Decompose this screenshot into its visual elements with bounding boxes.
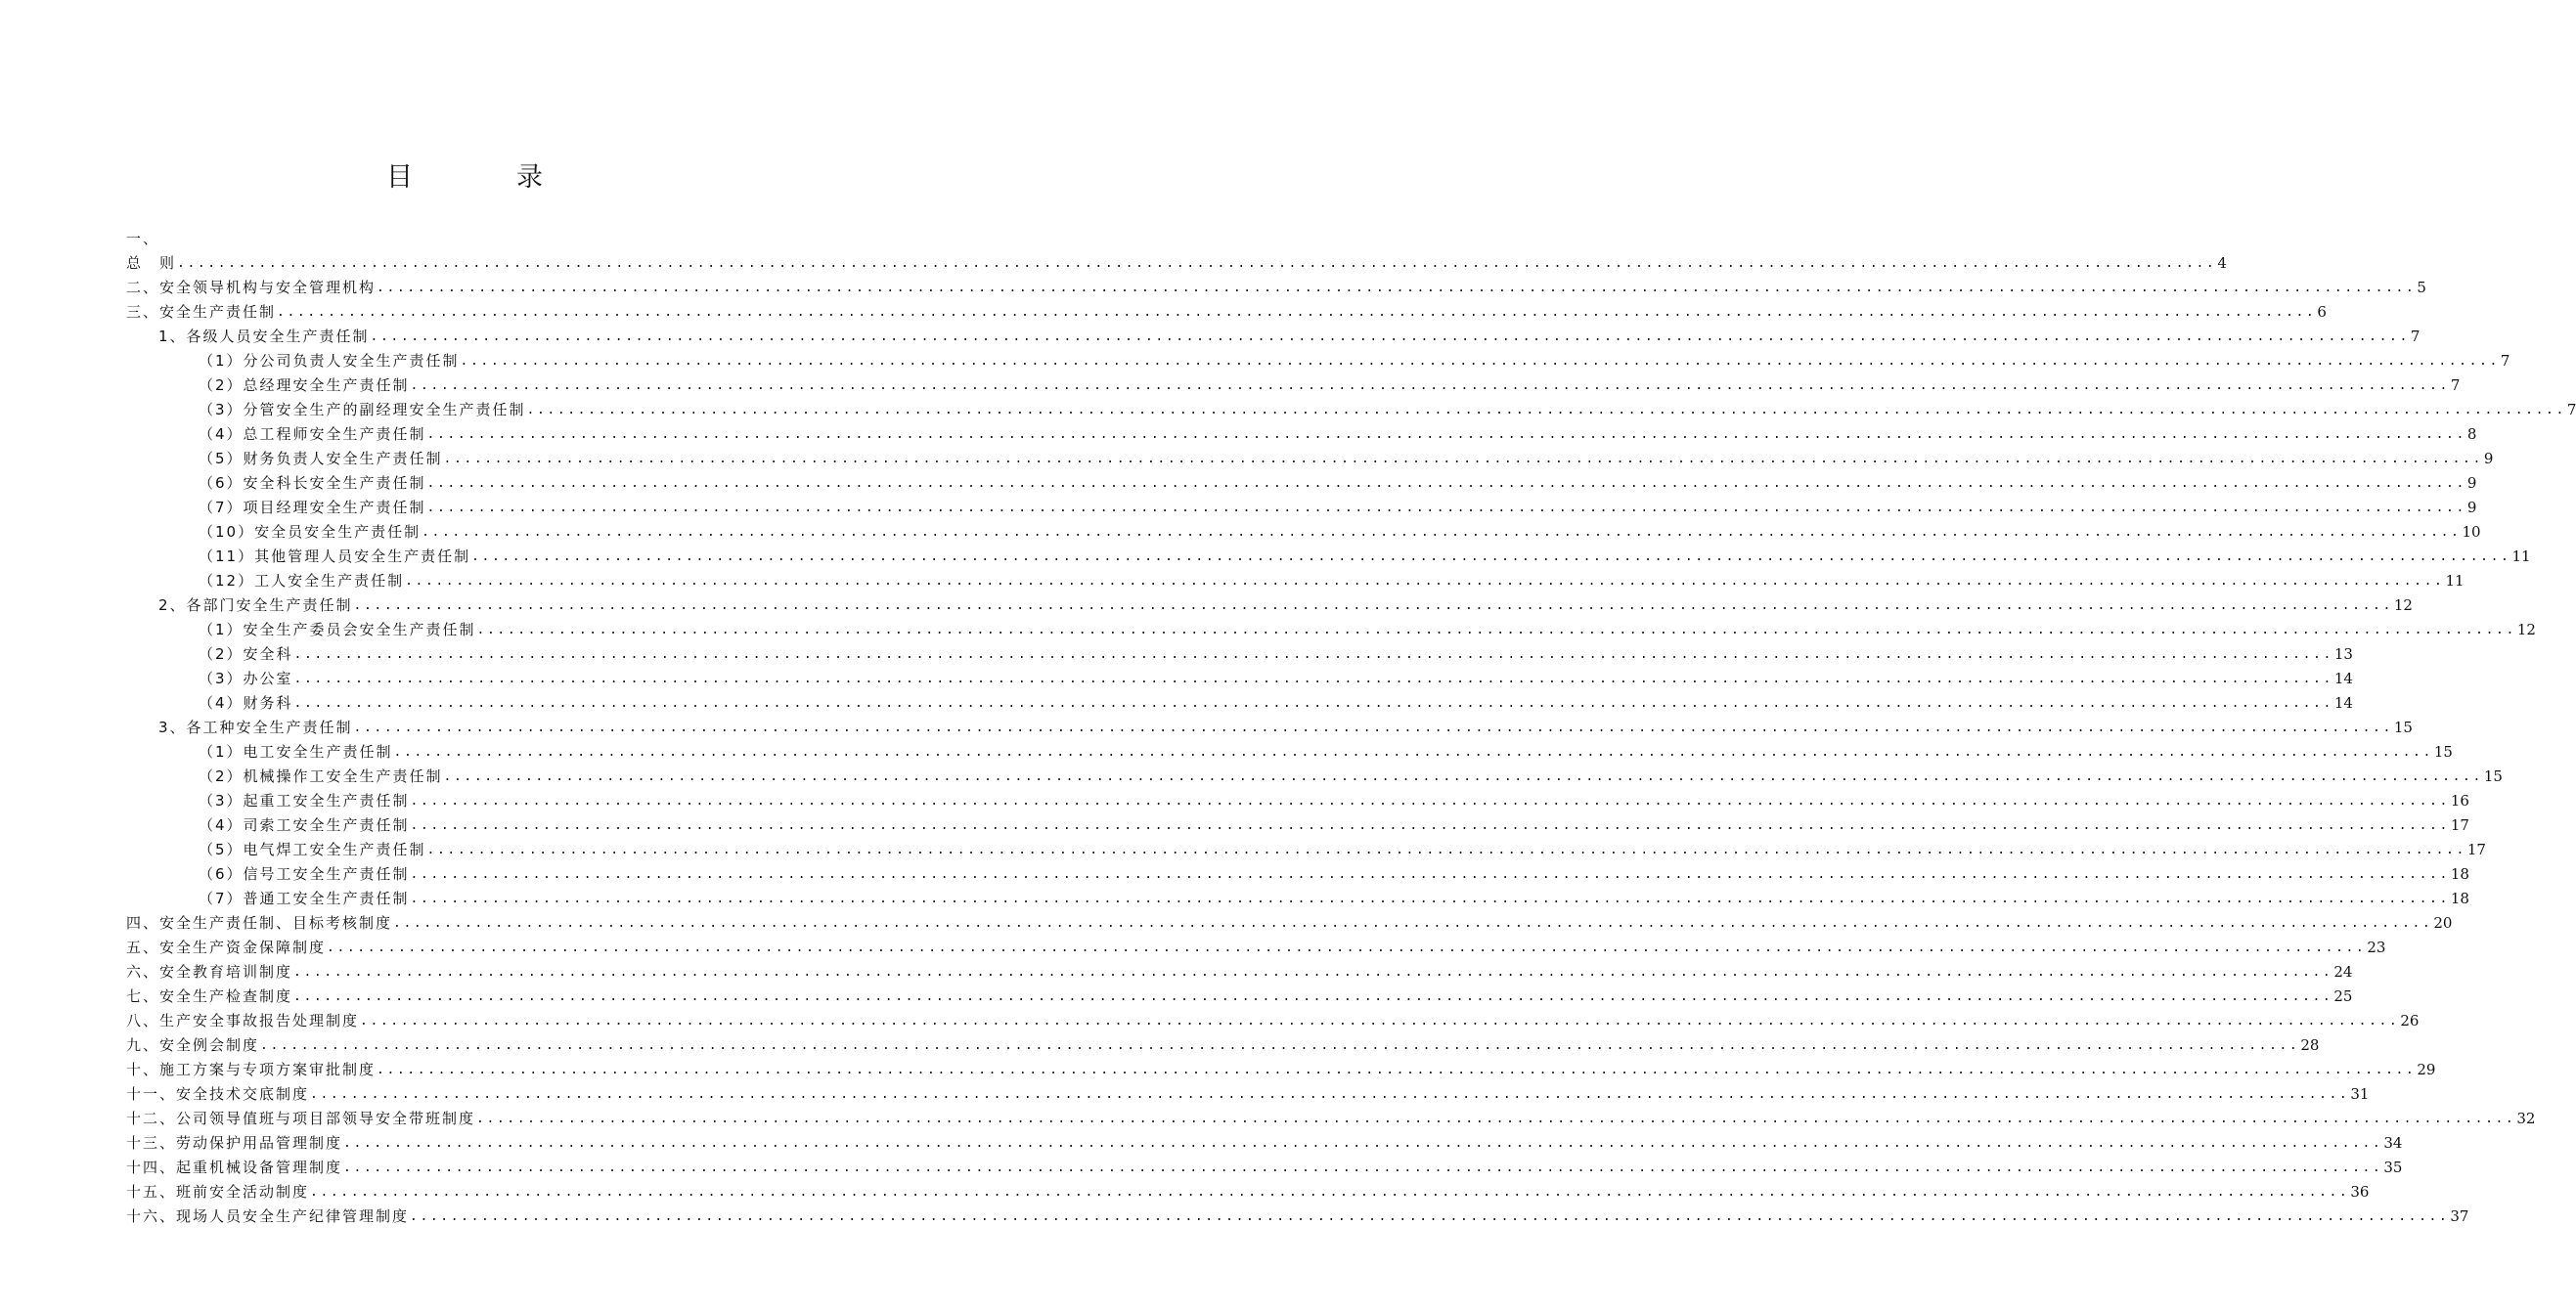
toc-dot-leader: ........................................................................................................................................................................................................: [310, 1087, 2350, 1102]
toc-entry[interactable]: [126, 398, 2576, 422]
toc-page-number: 28: [2300, 1036, 2320, 1054]
toc-entry[interactable]: [126, 985, 2353, 1009]
toc-entry-label: （3）分管安全生产的副经理安全生产责任制: [199, 401, 526, 418]
toc-page-number: 15: [2433, 743, 2453, 761]
toc-dot-leader: ........................................................................................................................................................................................................: [260, 1038, 2300, 1053]
toc-entry-label: 总 则: [126, 254, 177, 272]
toc-dot-leader: ........................................................................................................................................................................................................: [476, 1112, 2516, 1126]
toc-entry-label: 十三、劳动保护用品管理制度: [126, 1134, 343, 1152]
toc-entry[interactable]: [126, 1009, 2420, 1033]
toc-entry[interactable]: [126, 862, 2469, 887]
toc-entry[interactable]: [126, 276, 2426, 300]
toc-entry[interactable]: [126, 373, 2461, 398]
toc-page-number: 23: [2367, 939, 2386, 956]
toc-entry[interactable]: [126, 496, 2477, 520]
toc-dot-leader: ........................................................................................................................................................................................................: [393, 916, 2433, 931]
toc-entry[interactable]: [126, 911, 2453, 936]
toc-page-number: 7: [2500, 352, 2510, 370]
toc-entry-label: （2）安全科: [199, 645, 293, 663]
toc-prefix: 一、: [126, 230, 160, 247]
toc-entry-label: 1、各级人员安全生产责任制: [158, 328, 370, 345]
toc-entry[interactable]: [126, 447, 2494, 471]
toc-entry[interactable]: [126, 349, 2510, 373]
toc-dot-leader: ........................................................................................................................................................................................................: [343, 1161, 2383, 1175]
toc-dot-leader: ........................................................................................................................................................................................................: [343, 1136, 2383, 1151]
toc-entry-label: （4）总工程师安全生产责任制: [199, 425, 426, 443]
toc-page-number: 17: [2466, 841, 2486, 858]
toc-entry[interactable]: [126, 887, 2469, 911]
toc-dot-leader: ........................................................................................................................................................................................................: [410, 892, 2450, 906]
toc-dot-leader: ........................................................................................................................................................................................................: [277, 305, 2317, 320]
toc-entry[interactable]: [126, 1131, 2403, 1156]
page-title: [0, 160, 929, 196]
toc-page-number: 15: [2393, 719, 2413, 736]
toc-entry-label: （11）其他管理人员安全生产责任制: [199, 548, 471, 565]
toc-entry-label: 十二、公司领导值班与项目部领导安全带班制度: [126, 1110, 476, 1127]
toc-entry-label: 十四、起重机械设备管理制度: [126, 1159, 343, 1176]
toc-entry[interactable]: [126, 1156, 2403, 1180]
toc-page-number: 4: [2217, 254, 2227, 272]
toc-page-number: 6: [2317, 303, 2327, 321]
toc-entry-label: 十五、班前安全活动制度: [126, 1183, 310, 1201]
toc-dot-leader: ........................................................................................................................................................................................................: [353, 721, 2393, 735]
toc-page-number: 37: [2450, 1207, 2469, 1225]
title-char-left: 目: [386, 162, 413, 193]
toc-page-number: 9: [2466, 499, 2477, 516]
toc-page-number: 7: [2450, 376, 2461, 394]
toc-entry-label: （5）电气焊工安全生产责任制: [199, 841, 426, 858]
toc-entry-label: （4）财务科: [199, 694, 293, 712]
toc-page-number: 20: [2433, 914, 2453, 932]
toc-dot-leader: ........................................................................................................................................................................................................: [410, 794, 2450, 809]
toc-page-number: 14: [2333, 670, 2353, 687]
toc-entry[interactable]: [126, 789, 2469, 813]
toc-dot-leader: ........................................................................................................................................................................................................: [471, 549, 2511, 564]
toc-page-number: 8: [2466, 425, 2477, 443]
toc-page-number: 26: [2400, 1012, 2420, 1029]
toc-entry-label: 九、安全例会制度: [126, 1036, 260, 1054]
toc-page-number: 7: [2410, 328, 2421, 345]
toc-dot-leader: ........................................................................................................................................................................................................: [426, 427, 2466, 442]
toc-entry-label: 三、安全生产责任制: [126, 303, 277, 321]
toc-entry-label: （3）起重工安全生产责任制: [199, 792, 410, 810]
toc-entry-label: 十一、安全技术交底制度: [126, 1085, 310, 1103]
toc-dot-leader: ........................................................................................................................................................................................................: [422, 525, 2462, 540]
toc-entry[interactable]: [126, 422, 2477, 447]
toc-dot-leader: ........................................................................................................................................................................................................: [526, 403, 2566, 417]
toc-entry[interactable]: [126, 1082, 2370, 1107]
toc-entry[interactable]: [126, 545, 2531, 569]
toc-entry[interactable]: [126, 569, 2465, 593]
toc-page-number: 10: [2462, 523, 2481, 541]
toc-page-number: 15: [2483, 767, 2503, 785]
toc-dot-leader: ........................................................................................................................................................................................................: [177, 256, 2217, 271]
toc-page-number: 13: [2333, 645, 2353, 663]
toc-entry[interactable]: [126, 618, 2536, 642]
toc-entry[interactable]: [126, 960, 2353, 985]
toc-entry-label: （6）信号工安全生产责任制: [199, 865, 410, 883]
toc-dot-leader: ........................................................................................................................................................................................................: [443, 769, 2483, 784]
toc-entry[interactable]: [126, 936, 2386, 960]
toc-entry-label: 八、生产安全事故报告处理制度: [126, 1012, 360, 1029]
toc-dot-leader: ........................................................................................................................................................................................................: [443, 452, 2483, 466]
toc-dot-leader: ........................................................................................................................................................................................................: [293, 647, 2333, 662]
toc-page-number: 14: [2333, 694, 2353, 712]
toc-dot-leader: ........................................................................................................................................................................................................: [353, 598, 2393, 613]
toc-entry[interactable]: [126, 765, 2503, 789]
toc-entry-label: （7）项目经理安全生产责任制: [199, 499, 426, 516]
toc-dot-leader: ........................................................................................................................................................................................................: [426, 501, 2466, 515]
table-of-contents: [126, 227, 2576, 1229]
toc-dot-leader: ........................................................................................................................................................................................................: [460, 354, 2500, 369]
toc-page-number: 12: [2393, 596, 2413, 614]
toc-page-number: 25: [2333, 987, 2353, 1005]
toc-dot-leader: ........................................................................................................................................................................................................: [293, 989, 2333, 1004]
toc-entry-label: （1）安全生产委员会安全生产责任制: [199, 621, 476, 638]
toc-dot-leader: ........................................................................................................................................................................................................: [426, 476, 2466, 491]
toc-entry-label: （1）电工安全生产责任制: [199, 743, 393, 761]
toc-page-number: 31: [2350, 1085, 2370, 1103]
toc-dot-leader: ........................................................................................................................................................................................................: [410, 818, 2450, 833]
toc-entry-label: （4）司索工安全生产责任制: [199, 816, 410, 834]
toc-entry-label: 2、各部门安全生产责任制: [158, 596, 353, 614]
toc-entry[interactable]: [126, 471, 2477, 496]
toc-entry[interactable]: [126, 520, 2481, 545]
toc-entry[interactable]: [126, 251, 2227, 276]
toc-entry-label: （10）安全员安全生产责任制: [199, 523, 422, 541]
toc-page-number: 5: [2417, 279, 2426, 296]
toc-page-number: 35: [2383, 1159, 2403, 1176]
toc-entry[interactable]: [126, 1107, 2536, 1131]
toc-dot-leader: ........................................................................................................................................................................................................: [426, 843, 2466, 857]
toc-entry[interactable]: [126, 740, 2453, 765]
toc-dot-leader: ........................................................................................................................................................................................................: [327, 941, 2367, 955]
toc-entry-label: 六、安全教育培训制度: [126, 963, 293, 981]
toc-entry[interactable]: [126, 813, 2469, 838]
toc-entry[interactable]: [126, 593, 2413, 618]
toc-dot-leader: ........................................................................................................................................................................................................: [310, 1185, 2350, 1200]
toc-entry[interactable]: [126, 325, 2421, 349]
toc-entry[interactable]: [126, 1204, 2469, 1229]
toc-entry-label: 二、安全领导机构与安全管理机构: [126, 279, 377, 296]
toc-page-number: 17: [2450, 816, 2469, 834]
toc-entry[interactable]: [126, 1033, 2320, 1058]
toc-dot-leader: ........................................................................................................................................................................................................: [410, 378, 2450, 393]
toc-page-number: 11: [2511, 548, 2531, 565]
toc-entry-label: （1）分公司负责人安全生产责任制: [199, 352, 460, 370]
toc-dot-leader: ........................................................................................................................................................................................................: [377, 1063, 2417, 1077]
toc-entry[interactable]: [126, 691, 2353, 716]
toc-page-number: 12: [2516, 621, 2536, 638]
toc-page-number: 32: [2516, 1110, 2536, 1127]
toc-entry-label: 四、安全生产责任制、目标考核制度: [126, 914, 393, 932]
toc-entry-label: 3、各工种安全生产责任制: [158, 719, 353, 736]
toc-dot-leader: ........................................................................................................................................................................................................: [405, 574, 2445, 589]
toc-entry[interactable]: [126, 667, 2353, 691]
title-char-right: 录: [516, 162, 543, 193]
toc-dot-leader: ........................................................................................................................................................................................................: [293, 672, 2333, 686]
toc-page-number: 18: [2450, 865, 2469, 883]
toc-dot-leader: ........................................................................................................................................................................................................: [293, 965, 2333, 980]
toc-entry-label: 五、安全生产资金保障制度: [126, 939, 327, 956]
toc-dot-leader: ........................................................................................................................................................................................................: [393, 745, 2433, 760]
toc-dot-leader: ........................................................................................................................................................................................................: [410, 1209, 2450, 1224]
toc-entry-label: 十六、现场人员安全生产纪律管理制度: [126, 1207, 410, 1225]
toc-page-number: 36: [2350, 1183, 2370, 1201]
toc-dot-leader: ........................................................................................................................................................................................................: [410, 867, 2450, 882]
toc-page-number: 11: [2445, 572, 2465, 590]
toc-entry-label: （5）财务负责人安全生产责任制: [199, 450, 443, 467]
toc-entry[interactable]: [126, 1058, 2436, 1082]
toc-dot-leader: ........................................................................................................................................................................................................: [377, 281, 2417, 295]
toc-page-number: 24: [2333, 963, 2353, 981]
toc-entry[interactable]: [126, 642, 2353, 667]
toc-page-number: 16: [2450, 792, 2469, 810]
toc-entry-label: （12）工人安全生产责任制: [199, 572, 405, 590]
toc-page-number: 34: [2383, 1134, 2403, 1152]
toc-page-number: 29: [2417, 1061, 2436, 1078]
toc-entry[interactable]: [126, 300, 2327, 325]
toc-page-number: 18: [2450, 890, 2469, 907]
toc-entry-label: 七、安全生产检查制度: [126, 987, 293, 1005]
toc-entry-label: （6）安全科长安全生产责任制: [199, 474, 426, 492]
toc-entry-label: （3）办公室: [199, 670, 293, 687]
toc-page-number: 9: [2466, 474, 2477, 492]
toc-dot-leader: ........................................................................................................................................................................................................: [370, 329, 2410, 344]
toc-entry-label: （2）机械操作工安全生产责任制: [199, 767, 443, 785]
toc-dot-leader: ........................................................................................................................................................................................................: [293, 696, 2333, 711]
toc-dot-leader: ........................................................................................................................................................................................................: [476, 623, 2516, 637]
toc-dot-leader: ........................................................................................................................................................................................................: [360, 1014, 2400, 1029]
toc-entry-label: 十、施工方案与专项方案审批制度: [126, 1061, 377, 1078]
toc-entry-label: （2）总经理安全生产责任制: [199, 376, 410, 394]
toc-entry[interactable]: [126, 1180, 2370, 1204]
toc-entry[interactable]: [126, 716, 2413, 740]
toc-entry[interactable]: [126, 838, 2486, 862]
toc-entry-label: （7）普通工安全生产责任制: [199, 890, 410, 907]
toc-page-number: 9: [2483, 450, 2494, 467]
toc-page-number: 7: [2566, 401, 2576, 418]
